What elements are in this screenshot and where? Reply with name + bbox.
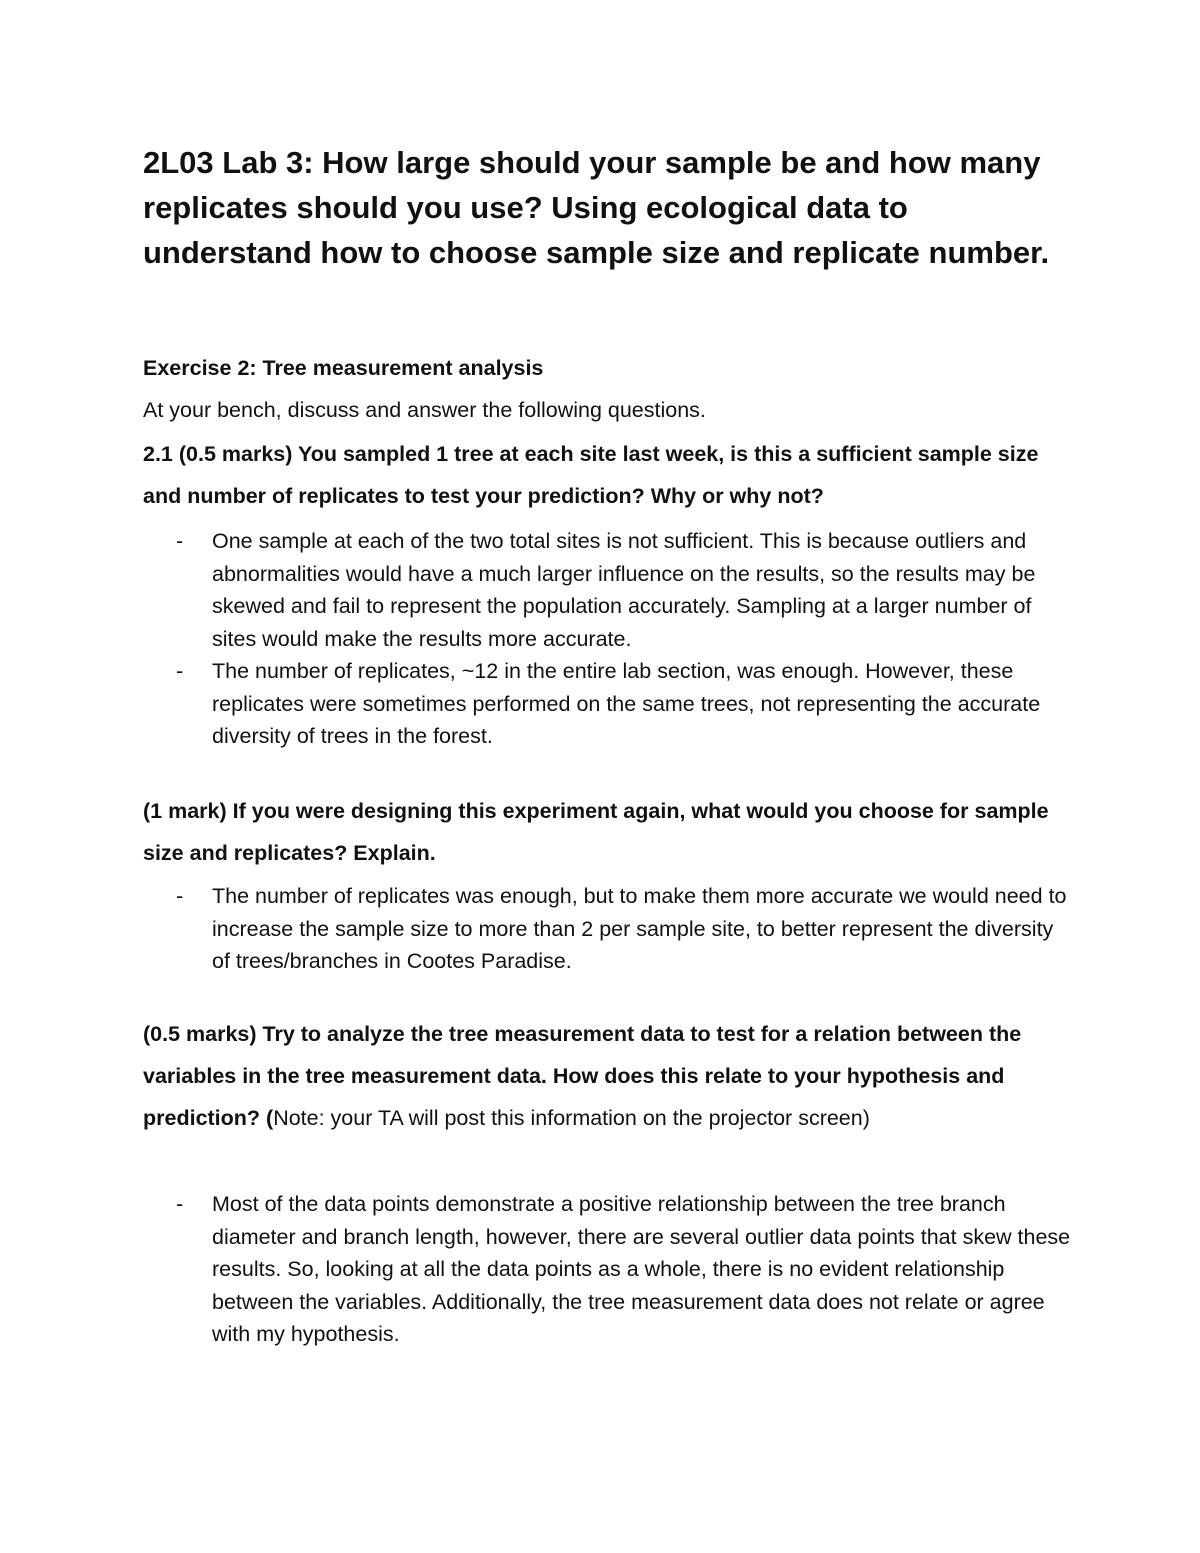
exercise-heading: Exercise 2: Tree measurement analysis (143, 356, 544, 380)
question-design (143, 790, 1073, 874)
question-text: If you were designing this experiment again, what would you choose for sample size and replicates? Explain. (143, 799, 1049, 865)
answer-list-q2 (143, 880, 1073, 978)
answer-item: - The number of replicates, ~12 in the entire lab section, was enough. However, these replicates were sometimes performed on the same trees, not representing the accurate diversity of trees in the forest. (143, 655, 1073, 753)
question-text: You sampled 1 tree at each site last week, is this a sufficient sample size and number of replicates to test your prediction? Why or why not? (143, 442, 1039, 508)
answer-list-q1 (143, 525, 1073, 753)
question-analysis (143, 1013, 1073, 1139)
question-mark-label: 2.1 (0.5 marks) (143, 442, 293, 466)
answer-list-q3 (143, 1188, 1073, 1351)
question-mark-label: (0.5 marks) (143, 1022, 257, 1046)
intro-text: At your bench, discuss and answer the following questions. (143, 398, 706, 422)
answer-item: - Most of the data points demonstrate a positive relationship between the tree branch diameter and branch length, however, there are several outlier data points that skew these results. So, looking at all the data points as a whole, there is no evident relationship between the variables. Additionally, the tree measurement data does not relate or agree with my hypothesis. (143, 1188, 1073, 1351)
answer-item: - The number of replicates was enough, but to make them more accurate we would need to increase the sample size to more than 2 per sample site, to better represent the diversity of trees/branches in Cootes Paradise. (143, 880, 1073, 978)
question-2-1 (143, 433, 1073, 517)
answer-item: - One sample at each of the two total sites is not sufficient. This is because outliers and abnormalities would have a much larger influence on the results, so the results may be skewed and fail to represent the population accurately. Sampling at a larger number of sites would make the results more accurate. (143, 525, 1073, 655)
question-text: Try to analyze the tree measurement data to test for a relation between the variables in the tree measurement data. How does this relate to your hypothesis and prediction? ( (143, 1022, 1022, 1130)
question-note: Note: your TA will post this information on the projector screen) (273, 1106, 870, 1130)
question-mark-label: (1 mark) (143, 799, 227, 823)
document-title: 2L03 Lab 3: How large should your sample be and how many replicates should you use? Using ecological data to understand how to choose sample size and replicate number. (143, 145, 1050, 270)
